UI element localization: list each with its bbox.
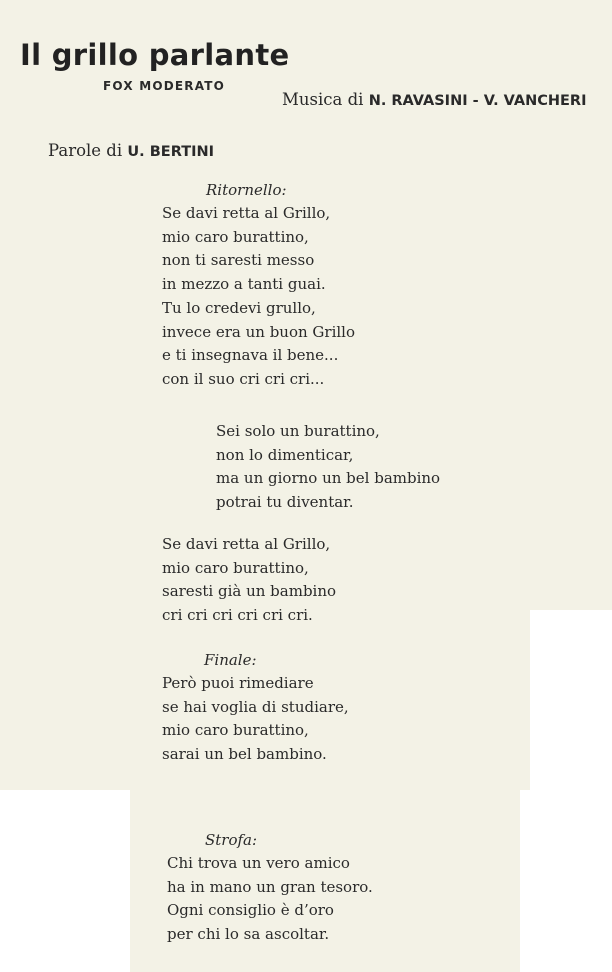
- strofa-heading: Strofa:: [205, 831, 258, 849]
- lyric-line: saresti già un bambino: [162, 582, 337, 601]
- lyric-line: invece era un buon Grillo: [162, 322, 356, 341]
- lyric-line: Se davi retta al Grillo,: [162, 535, 331, 553]
- lyric-line: mio caro burattino,: [162, 227, 309, 246]
- music-credit: [282, 90, 586, 109]
- lyricist-name: U. BERTINI: [127, 144, 215, 160]
- lyric-line: Chi trova un vero amico: [167, 854, 350, 872]
- finale-heading: Finale:: [204, 651, 257, 669]
- lyric-line: con il suo cri cri cri...: [162, 369, 325, 388]
- lyric-line: non lo dimenticar,: [216, 445, 354, 464]
- lyric-line: sarai un bel bambino.: [162, 745, 327, 764]
- lyric-line: potrai tu diventar.: [216, 493, 354, 512]
- finale-lines: [162, 672, 349, 767]
- lyric-line: cri cri cri cri cri cri.: [162, 606, 313, 625]
- lyric-line: Sei solo un burattino,: [216, 422, 380, 440]
- strofa-lines: [167, 852, 373, 947]
- lyric-line: in mezzo a tanti guai.: [162, 275, 326, 294]
- lyric-line: Ogni consiglio è d’oro: [167, 901, 334, 920]
- music-credit-prefix: Musica di: [282, 90, 364, 109]
- lyrics-credit: [48, 141, 214, 160]
- ritornello-section: [162, 178, 355, 392]
- lyrics-credit-prefix: Parole di: [48, 141, 123, 160]
- song-title: Il grillo parlante: [20, 38, 290, 72]
- composer-names: N. RAVASINI - V. VANCHERI: [368, 93, 587, 109]
- lyric-line: mio caro burattino,: [162, 558, 309, 577]
- finale-section: [162, 648, 349, 767]
- ritornello-heading: Ritornello:: [206, 181, 287, 199]
- lyric-line: se hai voglia di studiare,: [162, 697, 349, 716]
- lyric-line: Tu lo credevi grullo,: [162, 298, 316, 317]
- ritornello-lines: [162, 202, 355, 392]
- lyric-line: Però puoi rimediare: [162, 674, 314, 692]
- lyric-line: e ti insegnava il bene...: [162, 346, 339, 365]
- interlude-section: [216, 420, 440, 515]
- ritornello-end-section: [162, 533, 336, 628]
- ritornello-end-lines: [162, 533, 336, 628]
- lyric-line: per chi lo sa ascoltar.: [167, 925, 330, 944]
- lyric-line: non ti saresti messo: [162, 251, 315, 270]
- lyric-line: ha in mano un gran tesoro.: [167, 877, 373, 896]
- interlude-lines: [216, 420, 440, 515]
- lyric-line: ma un giorno un bel bambino: [216, 469, 441, 488]
- strofa-section: [167, 828, 373, 947]
- tempo-marking: FOX MODERATO: [103, 79, 226, 93]
- lyric-line: mio caro burattino,: [162, 721, 309, 740]
- lyric-line: Se davi retta al Grillo,: [162, 204, 331, 222]
